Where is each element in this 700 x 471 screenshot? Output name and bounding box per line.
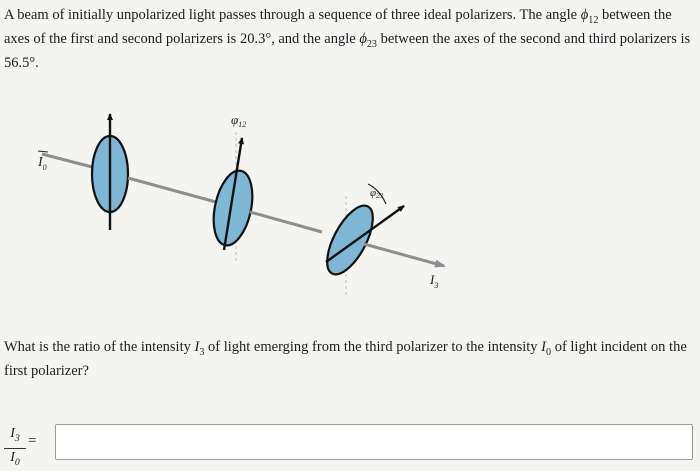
problem-text: between the axes of the second and third polarizers is 56.5°. [4,30,691,71]
answer-input[interactable] [55,424,693,460]
i0-symbol: I [541,339,546,355]
fraction-denominator: $I_0$ [10,449,20,468]
polarizer-1 [92,114,128,230]
question-text-part: of light incident on the first polarizer? [4,339,687,379]
polarizer-3-disk [318,199,382,281]
problem-text: A beam of initially unpolarized light passes through a sequence of three ideal polarizers. The angle [4,7,581,23]
phi12-subscript: 12 [588,14,599,26]
phi12-label: $\varphi_{12}$ [231,112,247,129]
polarizer-3 [318,184,404,296]
problem-statement [4,6,698,72]
fraction-numerator: $I_3$ [4,426,26,449]
polarizer-2-disk [207,167,258,249]
polarizer-diagram [0,100,700,310]
equals-sign: = [28,433,37,449]
i3-label: $I_3$ [430,272,439,290]
polarizer-diagram-svg [0,100,700,310]
polarizer-2 [207,112,258,262]
transmitted-beam [364,244,444,266]
answer-fraction-label [4,426,26,471]
question-text [4,338,694,381]
beam-1-to-2 [128,178,216,202]
problem-text: between the axes of the first and second polarizers is 20.3°, and the angle [4,7,672,47]
beam-2-to-3 [250,212,322,232]
phi23-symbol: ϕ [359,30,367,47]
i0-subscript: 0 [546,346,552,358]
i0-overline [38,151,48,152]
question-text-part: What is the ratio of the intensity [4,339,195,355]
i3-subscript: 3 [199,346,205,358]
incident-beam [42,154,96,168]
i3-symbol: I [194,339,200,355]
phi12-symbol: ϕ [580,7,589,23]
answer-row [4,422,696,466]
phi23-subscript: 23 [366,38,377,50]
question-text-part: of light emerging from the third polarizer to the intensity [204,339,542,355]
phi23-label: φ23 [370,187,384,200]
i0-label: $I_0$ [38,155,47,172]
